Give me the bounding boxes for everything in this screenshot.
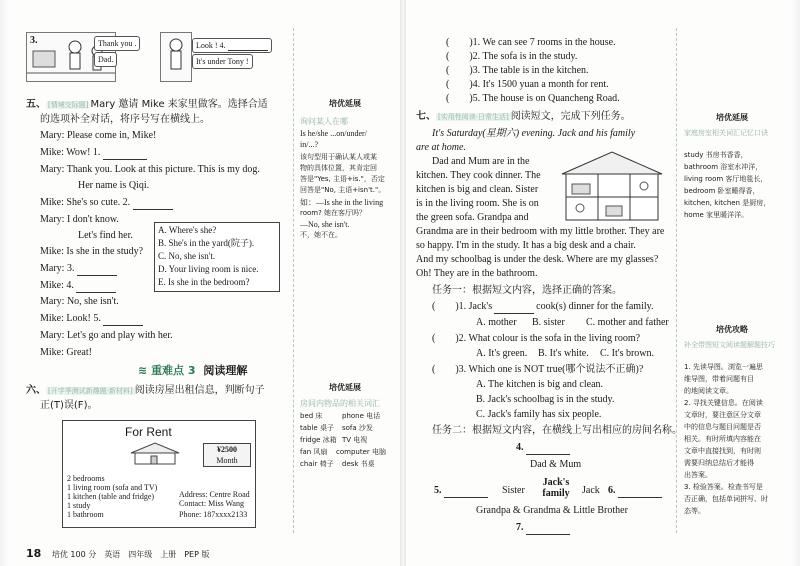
option-e: E. Is she in the bedroom? [158, 277, 250, 287]
section-7-heading [416, 110, 631, 124]
option-d: D. Your living room is nice. [158, 264, 259, 274]
q1-option-a: A. mother [476, 317, 517, 328]
section-6-instruction-a: 阅读房屋出租信息，判断句子 [134, 385, 265, 396]
side-4-line-10: 出答案。 [684, 471, 712, 479]
passage-line-1: Dad and Mum are in the [432, 156, 530, 167]
side-4-line-9: 需要归纳总结后才能得 [684, 459, 754, 467]
answer-blank-4[interactable] [228, 40, 268, 51]
q2-option-a: A. It's green. [476, 348, 528, 359]
section-6-tag: [开学季测试新趣题·新材料] [48, 387, 133, 395]
side-4-line-3: 的地阅读文章。 [684, 387, 733, 395]
ad-room-5: 1 bathroom [67, 510, 104, 519]
answer-blank-1[interactable] [103, 149, 147, 160]
side-1-line-3: 该句型用于确认某人或某 [300, 153, 377, 161]
section-6-instruction-b: 正(T)误(F)。 [40, 400, 98, 411]
q2-option-b: B. It's white. [538, 348, 589, 359]
price-period: Month [216, 456, 238, 465]
side-4-line-5: 文章时，要注意区分文章 [684, 411, 761, 419]
dialogue-line-7: Let's find her. [78, 230, 133, 241]
side-3-line-4: bedroom 卧室睡得香， [684, 187, 760, 195]
map-item-7 [516, 521, 570, 535]
passage-line-4: is in the living room. She is on [416, 198, 539, 209]
map-dad-mum: Dad & Mum [530, 459, 582, 470]
side-2-word-5a: chair 椅子 [300, 460, 334, 468]
right-sidebar-divider [676, 28, 677, 533]
side-4-line-13: 态等。 [684, 507, 705, 515]
side-4-tag: 补全带图短文阅读题解题技巧 [684, 341, 775, 349]
section-5-tag: [情境交际题] [48, 101, 89, 109]
for-rent-ad [62, 420, 256, 528]
section-5-instruction-a: Mary 邀请 Mike 来家里做客。选择合适 [90, 99, 268, 110]
side-1-line-9: —No, she isn't. [300, 220, 350, 229]
q3-option-b: B. Jack's schoolbag is in the study. [476, 394, 615, 405]
question-number-3: 3. [30, 35, 38, 46]
banner-title: 阅读理解 [203, 364, 248, 377]
speech-bubble-under-tony: It's under Tony ! [192, 54, 253, 69]
side-4-line-11: 3. 检验答案。检查书写是 [684, 483, 763, 491]
ad-title: For Rent [125, 425, 172, 439]
answer-blank-map-7[interactable] [526, 524, 570, 535]
dialogue-line-2 [40, 146, 147, 160]
map-center-jacks: Jack's [542, 477, 570, 488]
option-c: C. No, she isn't. [158, 251, 216, 261]
ad-room-4: 1 study [67, 501, 91, 510]
side-2-tag: 房间内物品的相关词汇 [300, 399, 380, 408]
speech-bubble-dad: Dad. [94, 52, 117, 67]
speech-bubble-look-text: Look ! 4. [196, 41, 226, 50]
side-2-word-3a: fridge 冰箱 [300, 436, 337, 444]
answer-blank-2[interactable] [133, 199, 173, 210]
passage-line-3: kitchen is big and clean. Sister [416, 184, 539, 195]
intro-line-1: It's Saturday(星期六) evening. Jack and his family [432, 128, 636, 139]
side-4-line-7: 相关。有时所填内容能在 [684, 435, 761, 443]
answer-blank-4b[interactable] [76, 282, 116, 293]
side-3-tag: 家庭房室相关词汇记忆口诀 [684, 129, 768, 137]
side-1-line-10: 不，她不在。 [300, 231, 342, 239]
book-info: 培优 100 分 英语 四年级 上册 PEP 版 [51, 550, 210, 559]
side-1-line-2: in/...? [300, 140, 318, 149]
map-grandparents: Grandpa & Grandma & Little Brother [476, 505, 628, 516]
side-2-title: 培优延展 [329, 383, 361, 392]
ad-contact: Contact: Miss Wang [179, 499, 244, 508]
key-point-banner [138, 362, 247, 378]
answer-blank-map-6[interactable] [618, 487, 662, 498]
section-5-heading [26, 98, 268, 112]
dialogue-line-6: Mary: I don't know. [40, 214, 119, 225]
answer-blank-map-5[interactable] [444, 487, 488, 498]
side-3-line-6: home 家里暖洋洋。 [684, 211, 749, 219]
house-icon [125, 441, 195, 465]
dialogue-line-13: Mary: Let's go and play with her. [40, 330, 173, 341]
side-1-line-5: 答是"Yes, 主语+is."，否定 [300, 175, 385, 183]
cartoon-panel-right [160, 32, 192, 82]
map-center-family: family [542, 488, 570, 499]
section-6-heading [26, 384, 265, 398]
house-cutaway-illustration [558, 150, 666, 222]
passage-line-8: And my schoolbag is under the desk. Where are my glasses? [416, 254, 659, 265]
options-box [154, 222, 280, 292]
map-item-5 [434, 484, 488, 498]
dialogue-line-2-text: Mike: Wow! 1. [40, 147, 101, 158]
question-1-blank[interactable] [494, 303, 534, 314]
ad-room-2: 1 living room (sofa and TV) [67, 483, 158, 492]
tf-item-3: ( )3. The table is in the kitchen. [446, 65, 589, 76]
page-gutter [400, 0, 406, 566]
map-number-7: 7. [516, 522, 524, 533]
dialogue-line-12 [40, 312, 143, 326]
dialogue-line-4: Her name is Qiqi. [78, 180, 150, 191]
side-2-word-4b: computer 电脑 [336, 448, 386, 456]
tf-item-4: ( )4. It's 1500 yuan a month for rent. [446, 79, 609, 90]
side-2-word-1b: phone 电话 [342, 412, 381, 420]
q2-option-c: C. It's brown. [600, 348, 655, 359]
right-binding-edge [790, 0, 800, 566]
side-1-line-1: Is he/she ...on/under/ [300, 129, 367, 138]
map-jack: Jack [582, 485, 600, 496]
answer-blank-map-4[interactable] [526, 444, 570, 455]
map-center-label [538, 476, 574, 501]
answer-blank-5[interactable] [103, 315, 143, 326]
banner-label: 重难点 3 [151, 364, 196, 377]
section-6-number: 六、 [26, 385, 46, 396]
option-b: B. She's in the yard(院子). [158, 238, 255, 248]
q1-option-b: B. sister [532, 317, 565, 328]
side-2-word-2b: sofa 沙发 [342, 424, 373, 432]
left-footer [26, 547, 209, 560]
side-4-line-8: 文章中直接找到，有时则 [684, 447, 761, 455]
side-1-tag: 询问某人在哪 [300, 117, 348, 126]
side-1-line-6: 回答是"No, 主语+isn't."。 [300, 186, 386, 194]
task-2-heading: 任务二：根据短文内容，在横线上写出相应的房间名称。 [432, 425, 682, 436]
dialogue-line-10-text: Mike: 4. [40, 280, 74, 291]
side-2-word-2a: table 桌子 [300, 424, 334, 432]
left-binding-edge [0, 0, 10, 566]
tf-item-1: ( )1. We can see 7 rooms in the house. [446, 37, 616, 48]
speech-bubble-thank-you: Thank you . [94, 36, 140, 51]
map-item-6 [608, 484, 662, 498]
passage-line-6: Grandma are in their bedroom with my little brother. They are [416, 226, 665, 237]
section-5-number: 五、 [26, 99, 46, 110]
side-4-line-2: 维导图，带着问题有目 [684, 375, 754, 383]
dialogue-line-9-text: Mary: 3. [40, 263, 75, 274]
side-4-line-12: 否正确，包括单词拼写、时 [684, 495, 768, 503]
ad-phone: Phone: 187xxxx2133 [179, 510, 248, 519]
price-tag [203, 443, 251, 467]
side-1-title: 培优延展 [329, 99, 361, 108]
price-amount: ¥2500 [217, 445, 237, 454]
side-2-word-5b: desk 书桌 [342, 460, 375, 468]
passage-line-9: Oh! They are in the bathroom. [416, 268, 538, 279]
section-7-instruction: 阅读短文，完成下列任务。 [510, 111, 631, 122]
q3-option-a: A. The kitchen is big and clean. [476, 379, 604, 390]
side-2-word-4a: fan 风扇 [300, 448, 328, 456]
side-4-line-4: 2. 寻找关键信息。在阅读 [684, 399, 763, 407]
intro-line-2: are at home. [416, 142, 466, 153]
ad-room-3: 1 kitchen (table and fridge) [67, 492, 155, 501]
side-4-title: 培优攻略 [716, 325, 748, 334]
dialogue-line-5 [40, 196, 173, 210]
side-3-line-1: study 书房书香香， [684, 151, 748, 159]
section-5-instruction-b: 的选项补全对话，将序号写在横线上。 [40, 114, 210, 125]
dialogue-line-11: Mary: No, she isn't. [40, 296, 119, 307]
task-1-heading: 任务一：根据短文内容，选择正确的答案。 [432, 285, 622, 296]
q3-option-c: C. Jack's family has six people. [476, 409, 602, 420]
side-2-word-3b: TV 电视 [342, 436, 368, 444]
banner-wave-icon: ≋ [138, 364, 148, 377]
dialogue-line-8: Mike: Is she in the study? [40, 246, 144, 257]
side-1-line-8: room? 她在客厅吗？ [300, 209, 367, 217]
q1-option-c: C. mother and father [586, 317, 669, 328]
question-2: ( )2. What colour is the sofa in the living room? [432, 333, 641, 344]
passage-line-7: so happy. I'm in the study. It has a big desk and a chair. [416, 240, 636, 251]
dialogue-line-12-text: Mike: Look! 5. [40, 313, 101, 324]
map-number-6: 6. [608, 485, 616, 496]
side-3-title: 培优延展 [716, 113, 748, 122]
child-figure-icon [161, 33, 191, 81]
side-1-line-7: 如：—Is she in the living [300, 198, 384, 207]
map-item-4 [516, 441, 570, 455]
side-3-line-5: kitchen, kitchen 是厨房， [684, 199, 771, 207]
ad-room-1: 2 bedrooms [67, 474, 105, 483]
dialogue-line-3: Mary: Thank you. Look at this picture. This is my dog. [40, 164, 260, 175]
map-number-5: 5. [434, 485, 442, 496]
side-3-line-3: living room 客厅地毯长， [684, 175, 768, 183]
left-sidebar-divider [293, 28, 294, 533]
question-1-rest: cook(s) dinner for the family. [536, 301, 654, 312]
side-1-line-4: 物的具体位置，其肯定回 [300, 164, 377, 172]
dialogue-line-10 [40, 279, 116, 293]
dialogue-line-1: Mary: Please come in, Mike! [40, 130, 157, 141]
dialogue-line-14: Mike: Great! [40, 347, 92, 358]
question-1-stem: ( )1. Jack's [432, 301, 493, 312]
dialogue-line-5-text: Mike: She's so cute. 2. [40, 197, 131, 208]
side-2-word-1a: bed 床 [300, 412, 323, 420]
page-number: 18 [26, 547, 42, 560]
dialogue-line-9 [40, 262, 117, 276]
speech-bubble-look [192, 38, 272, 53]
map-number-4: 4. [516, 442, 524, 453]
section-7-number: 七、 [416, 111, 436, 122]
option-a: A. Where's she? [158, 225, 217, 235]
side-4-line-1: 1. 先读导图。浏览一遍思 [684, 363, 763, 371]
tf-item-5: ( )5. The house is on Quancheng Road. [446, 93, 620, 104]
side-4-line-6: 中的信息与题目问题是否 [684, 423, 761, 431]
question-3: ( )3. Which one is NOT true(哪个说法不正确)? [432, 364, 644, 375]
side-3-line-2: bathroom 浴室水冲洋， [684, 163, 763, 171]
passage-line-5: the green sofa. Grandpa and [416, 212, 529, 223]
tf-item-2: ( )2. The sofa is in the study. [446, 51, 578, 62]
question-1 [432, 300, 654, 314]
section-7-tag: [实用性阅读·日常生活] [438, 113, 509, 121]
ad-address: Address: Centre Road [179, 490, 250, 499]
passage-line-2: kitchen. They cook dinner. The [416, 170, 541, 181]
map-sister: Sister [502, 485, 525, 496]
answer-blank-3[interactable] [77, 265, 117, 276]
